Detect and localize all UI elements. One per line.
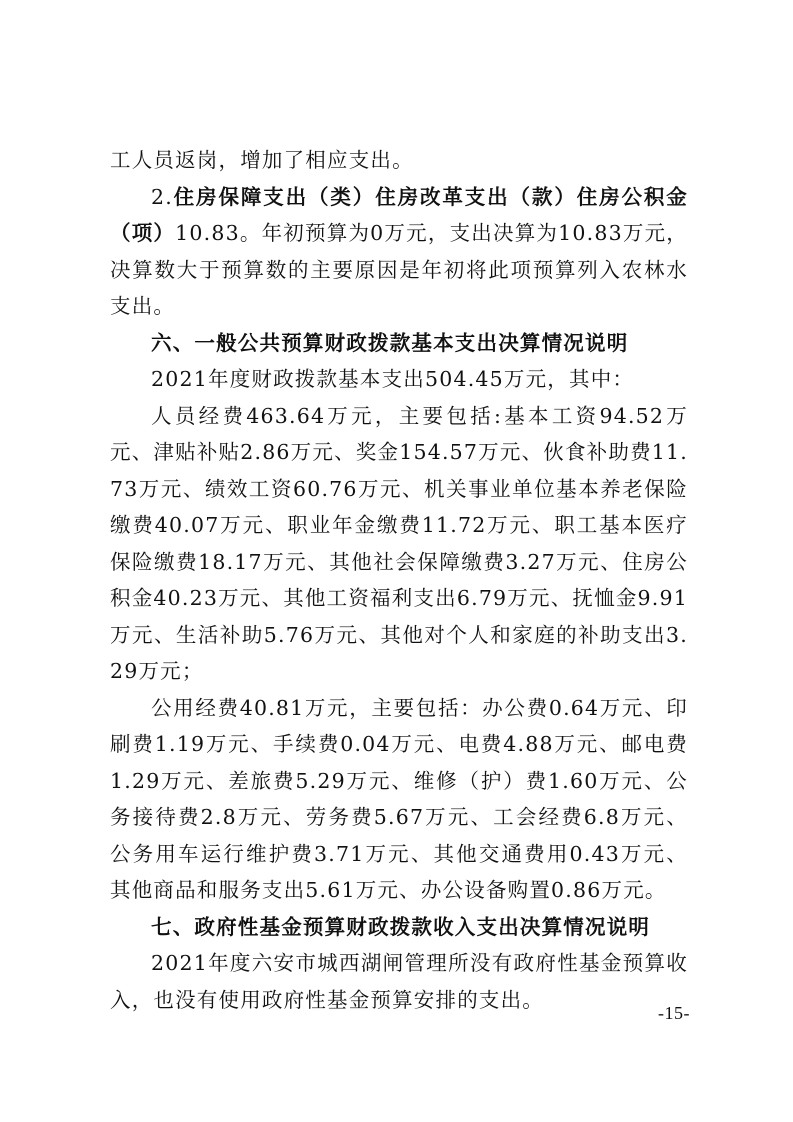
paragraph-public-expense: 公用经费40.81万元，主要包括：办公费0.64万元、印刷费1.19万元、手续费0.04万元、电费4.88万元、邮电费1.29万元、差旅费5.29万元、维修（护）费1.60万元、公务接待费2.8万元、劳务费5.67万元、工会经费6.8万元、公务用车运行维护费3.71万元、其他交通费用0.43万元、其他商品和服务支出5.61万元、办公设备购置0.86万元。	[110, 695, 688, 902]
expense-category-heading: 住房保障支出（类）住房改革支出（款）住房公积金（项）	[110, 184, 688, 245]
expense-category-detail: 10.83。年初预算为0万元，支出决算为10.83万元，决算数大于预算数的主要原因是年初将此项预算列入农林水支出。	[110, 221, 688, 318]
section-heading-six: 六、一般公共预算财政拨款基本支出决算情况说明	[151, 330, 629, 355]
section-heading-seven: 七、政府性基金预算财政拨款收入支出决算情况说明	[151, 914, 651, 939]
paragraph-housing-expense	[110, 179, 688, 325]
list-number: 2.	[151, 184, 173, 209]
document-body	[110, 142, 688, 1018]
paragraph-basic-expense-total: 2021年度财政拨款基本支出504.45万元，其中：	[151, 367, 635, 391]
paragraph-government-fund: 2021年度六安市城西湖闸管理所没有政府性基金预算收入，也没有使用政府性基金预算安排的支出。	[110, 951, 688, 1012]
paragraph-continuation: 工人员返岗，增加了相应支出。	[110, 148, 414, 172]
paragraph-personnel-expense: 人员经费463.64万元，主要包括:基本工资94.52万元、津贴补贴2.86万元、奖金154.57万元、伙食补助费11.73万元、绩效工资60.76万元、机关事业单位基本养老保险缴费40.07万元、职业年金缴费11.72万元、职工基本医疗保险缴费18.17万元、其他社会保障缴费3.27万元、住房公积金40.23万元、其他工资福利支出6.79万元、抚恤金9.91万元、生活补助5.76万元、其他对个人和家庭的补助支出3.29万元；	[110, 403, 688, 683]
page-number: -15-	[658, 1003, 690, 1023]
